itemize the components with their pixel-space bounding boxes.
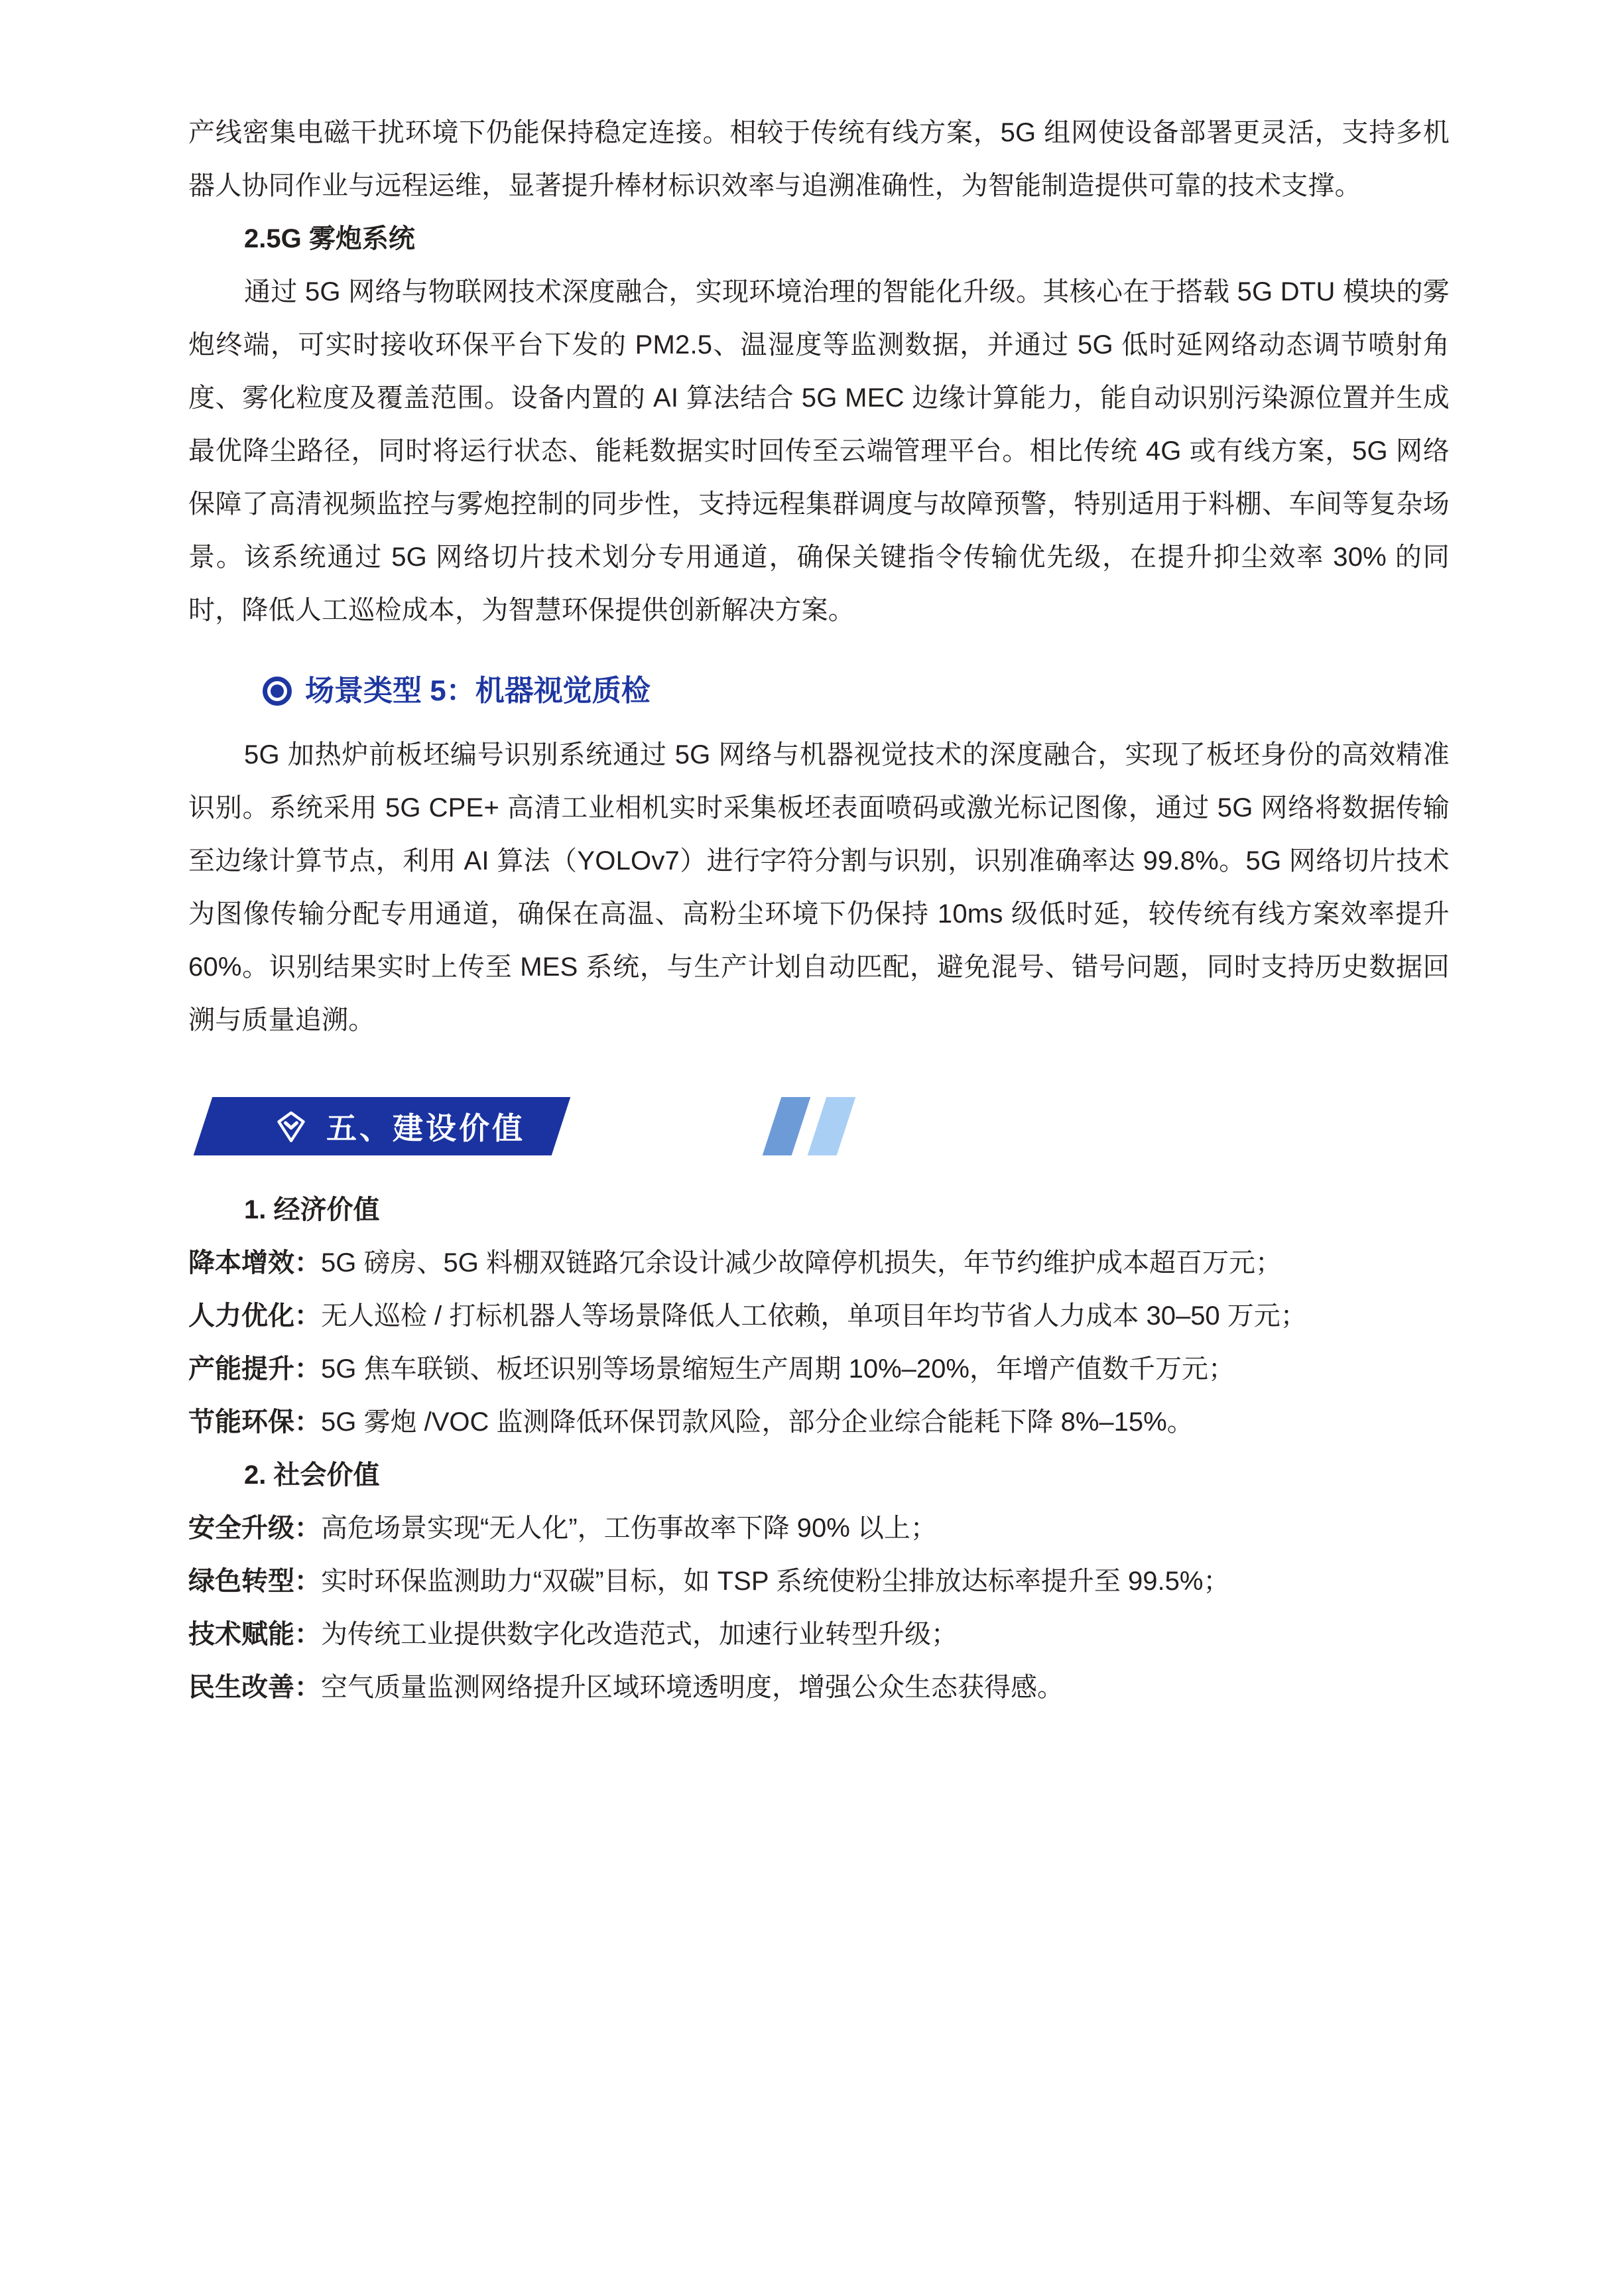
banner-accent-stripe-2 [808, 1097, 856, 1155]
value-item-label: 技术赋能： [188, 1620, 321, 1649]
value-item-1-1 [188, 1555, 1450, 1608]
scene-type-heading [188, 666, 1450, 716]
value-item-text: 高危场景实现“无人化”，工伤事故率下降 90% 以上； [321, 1514, 937, 1543]
value-item-0-3 [188, 1396, 1450, 1449]
intro-paragraph: 产线密集电磁干扰环境下仍能保持稳定连接。相较于传统有线方案，5G 组网使设备部署更灵活，支持多机器人协同作业与远程运维，显著提升棒材标识效率与追溯准确性，为智能制造提供可靠的技术支撑。 [188, 118, 1450, 200]
value-item-label: 绿色转型： [188, 1567, 321, 1596]
value-item-text: 实时环保监测助力“双碳”目标，如 TSP 系统使粉尘排放达标率提升至 99.5%； [321, 1567, 1230, 1596]
value-item-1-0 [188, 1502, 1450, 1555]
value-section-heading-0: 1. 经济价值 [244, 1195, 380, 1224]
value-item-text: 5G 磅房、5G 料棚双链路冗余设计减少故障停机损失，年节约维护成本超百万元； [321, 1248, 1282, 1277]
value-item-label: 民生改善： [188, 1673, 321, 1702]
value-item-text: 5G 焦车联锁、板坯识别等场景缩短生产周期 10%–20%，年增产值数千万元； [321, 1354, 1235, 1384]
value-item-0-1 [188, 1289, 1450, 1342]
machine-vision-paragraph: 5G 加热炉前板坯编号识别系统通过 5G 网络与机器视觉技术的深度融合，实现了板坯身份的高效精准识别。系统采用 5G CPE+ 高清工业相机实时采集板坯表面喷码或激光标记图像，通过 5G 网络将数据传输至边缘计算节点，利用 AI 算法（YOLOv7）进行字符分割与识别，识别准确率达 99.8%。5G 网络切片技术为图像传输分配专用通道，确保在高温、高粉尘环境下仍保持 10ms 级低时延，较传统有线方案效率提升 60%。识别结果实时上传至 MES 系统，与生产计划自动匹配，避免混号、错号问题，同时支持历史数据回溯与质量追溯。 [188, 740, 1450, 1035]
section-banner-title: 五、建设价值 [326, 1112, 525, 1145]
section-banner-body [194, 1097, 571, 1155]
scene-type-heading-label: 场景类型 5：机器视觉质检 [305, 675, 651, 707]
value-item-text: 空气质量监测网络提升区域环境透明度，增强公众生态获得感。 [321, 1673, 1064, 1702]
value-item-0-0 [188, 1236, 1450, 1289]
value-item-1-3 [188, 1661, 1450, 1714]
value-section-heading-1: 2. 社会价值 [244, 1461, 380, 1490]
value-item-label: 降本增效： [188, 1248, 321, 1277]
subheading-fog-cannon: 2.5G 雾炮系统 [244, 224, 415, 253]
value-item-text: 5G 雾炮 /VOC 监测降低环保罚款风险，部分企业综合能耗下降 8%–15%。 [321, 1407, 1194, 1437]
value-item-label: 安全升级： [188, 1514, 321, 1543]
value-item-label: 节能环保： [188, 1407, 321, 1437]
value-item-label: 人力优化： [188, 1301, 321, 1331]
document-content [188, 106, 1450, 1714]
fog-cannon-paragraph: 通过 5G 网络与物联网技术深度融合，实现环境治理的智能化升级。其核心在于搭载 5G DTU 模块的雾炮终端，可实时接收环保平台下发的 PM2.5、温湿度等监测数据，并通过 5G 低时延网络动态调节喷射角度、雾化粒度及覆盖范围。设备内置的 AI 算法结合 5G MEC 边缘计算能力，能自动识别污染源位置并生成最优降尘路径，同时将运行状态、能耗数据实时回传至云端管理平台。相比传统 4G 或有线方案，5G 网络保障了高清视频监控与雾炮控制的同步性，支持远程集群调度与故障预警，特别适用于料棚、车间等复杂场景。该系统通过 5G 网络切片技术划分专用通道，确保关键指令传输优先级，在提升抑尘效率 30% 的同时，降低人工巡检成本，为智慧环保提供创新解决方案。 [188, 277, 1450, 625]
gem-diamond-icon [273, 1108, 309, 1144]
section-banner [188, 1088, 1450, 1159]
value-item-1-2 [188, 1608, 1450, 1661]
value-item-0-2 [188, 1342, 1450, 1396]
value-item-label: 产能提升： [188, 1354, 321, 1384]
value-item-text: 无人巡检 / 打标机器人等场景降低人工依赖，单项目年均节省人力成本 30–50 万元； [321, 1301, 1307, 1331]
banner-accent-stripe-1 [763, 1097, 811, 1155]
bullseye-icon [263, 677, 292, 706]
value-item-text: 为传统工业提供数字化改造范式，加速行业转型升级； [321, 1620, 958, 1649]
